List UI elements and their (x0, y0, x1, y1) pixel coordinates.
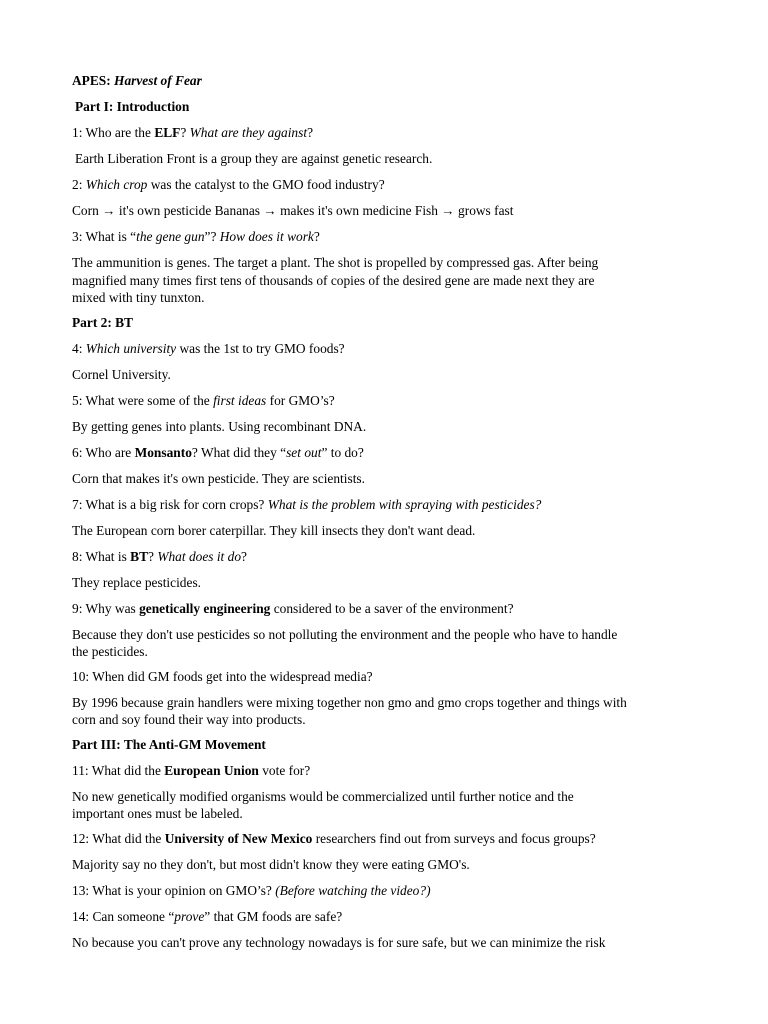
answer-11 (72, 788, 702, 823)
answer-3-line-3: mixed with tiny tunxton. (72, 290, 205, 305)
answer-10-line-2: corn and soy found their way into products. (72, 712, 306, 727)
question-1: 1: Who are the ELF? What are they against? (72, 125, 314, 140)
answer-4: Cornel University. (72, 366, 171, 382)
title-prefix: APES: (72, 73, 115, 88)
answer-3-line-2: magnified many times first tens of thousands of copies of the desired gene are made next they are (72, 272, 595, 288)
answer-8: They replace pesticides. (72, 574, 202, 590)
question-2: 2: Which crop was the catalyst to the GMO food industry? (72, 177, 385, 192)
answer-9-line-2: the pesticides. (72, 644, 148, 659)
answer-10-line-1: By 1996 because grain handlers were mixing together non gmo and gmo crops together and things with (72, 694, 627, 710)
question-3: 3: What is “the gene gun”? How does it work? (72, 229, 320, 244)
answer-9-line-1: Because they don't use pesticides so not polluting the environment and the people who have to handle (72, 626, 618, 642)
answer-11-line-2: important ones must be labeled. (72, 806, 243, 821)
answer-12: Majority say no they don't, but most didn't know they were eating GMO's. (72, 856, 470, 872)
question-4: 4: Which university was the 1st to try GMO foods? (72, 340, 345, 356)
answer-5: By getting genes into plants. Using recombinant DNA. (72, 418, 367, 434)
question-6: 6: Who are Monsanto? What did they “set out” to do? (72, 444, 364, 460)
answer-7: The European corn borer caterpillar. They kill insects they don't want dead. (72, 522, 476, 538)
title-name: Harvest of Fear (114, 73, 202, 88)
section-heading-part2: Part 2: BT (72, 314, 133, 330)
answer-3-line-1: The ammunition is genes. The target a plant. The shot is propelled by compressed gas. After being (72, 255, 599, 270)
answer-11-line-1: No new genetically modified organisms would be commercialized until further notice and the (72, 788, 574, 804)
answer-10 (72, 694, 702, 729)
question-9: 9: Why was genetically engineering considered to be a saver of the environment? (72, 600, 514, 616)
section-heading-part1: Part I: Introduction (75, 99, 190, 114)
answer-9 (72, 626, 702, 661)
question-7: 7: What is a big risk for corn crops? What is the problem with spraying with pesticides? (72, 496, 542, 512)
answer-3 (72, 254, 702, 307)
answer-14: No because you can't prove any technology nowadays is for sure safe, but we can minimize the risk (72, 934, 606, 950)
answer-6: Corn that makes it's own pesticide. They are scientists. (72, 470, 365, 486)
section-heading-part3: Part III: The Anti-GM Movement (72, 736, 266, 752)
question-12: 12: What did the University of New Mexico researchers find out from surveys and focus groups? (72, 830, 596, 846)
question-14: 14: Can someone “prove” that GM foods are safe? (72, 908, 343, 924)
document-title (72, 72, 702, 90)
worksheet-content (72, 72, 702, 960)
answer-1: Earth Liberation Front is a group they are against genetic research. (75, 151, 433, 166)
question-8: 8: What is BT? What does it do? (72, 548, 247, 564)
question-11: 11: What did the European Union vote for? (72, 762, 311, 778)
answer-2: Corn → it's own pesticide Bananas → makes it's own medicine Fish → grows fast (72, 203, 514, 218)
question-10: 10: When did GM foods get into the widespread media? (72, 668, 373, 684)
question-5: 5: What were some of the first ideas for GMO’s? (72, 392, 335, 408)
question-13: 13: What is your opinion on GMO’s? (Before watching the video?) (72, 882, 431, 898)
